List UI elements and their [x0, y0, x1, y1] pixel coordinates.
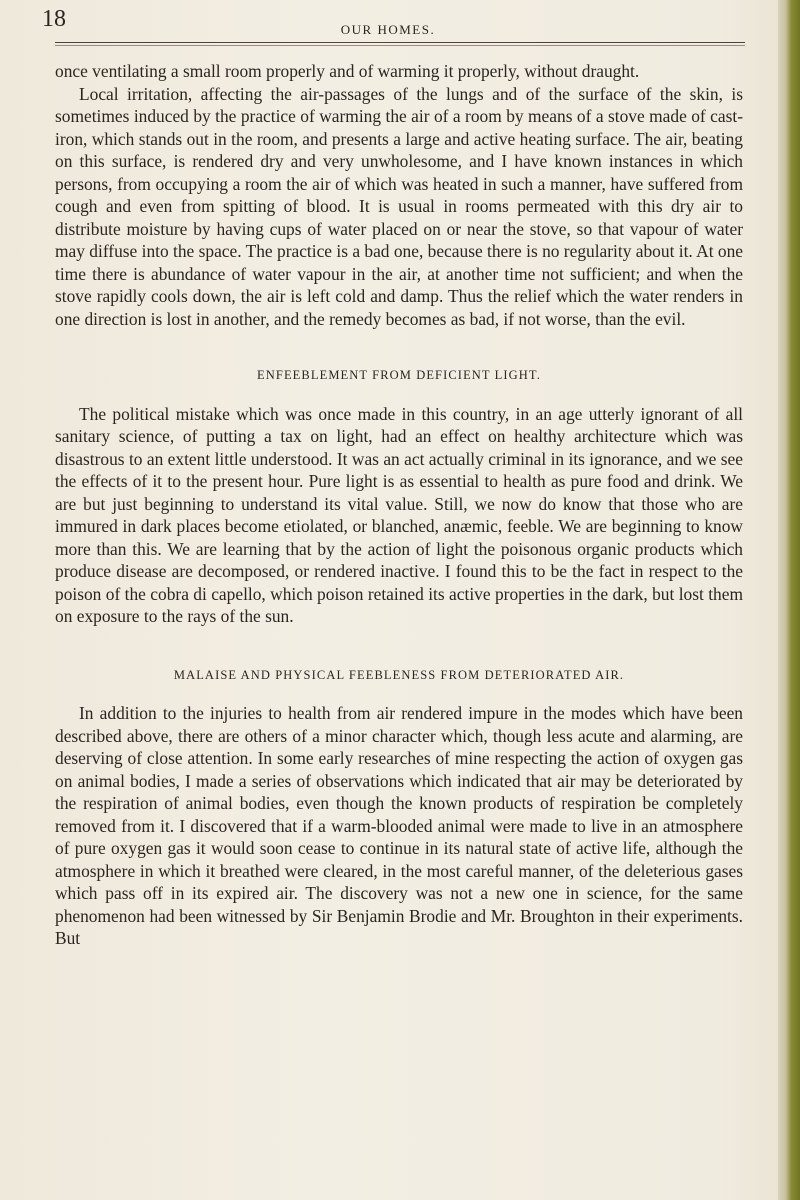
paragraph-local-irritation: Local irritation, affecting the air-passages of the lungs and of the surface of the skin, is sometimes induced by the practice of warming the air of a room by means of a stove made of cast-iron, which stands out in the room, and presents a large and active heating surface. The air, beating on this surface, is rendered dry and very unwholesome, and I have known instances in which persons, from occupying a room the air of which was heated in such a manner, have suffered from cough and even from spitting of blood. It is usual in rooms permeated with this dry air to distribute moisture by having cups of water placed on or near the stove, so that vapour of water may diffuse into the space. The practice is a bad one, because there is no regularity about it. At one time there is abundance of water vapour in the air, at another time not sufficient; and when the stove rapidly cools down, the air is left cold and damp. Thus the relief which the water renders in one direction is lost in another, and the remedy becomes as bad, if not worse, than the evil. [55, 83, 743, 329]
paragraph-oxygen-research: In addition to the injuries to health from air rendered impure in the modes which have been described above, there are others of a minor character which, though less acute and alarming, are deserving of close attention. In some early researches of mine respecting the action of oxygen gas on animal bodies, I made a series of observations which indicated that air may be deteriorated by the respiration of animal bodies, even though the known products of respiration be completely removed from it. I discovered that if a warm-blooded animal were made to live in an atmosphere of pure oxygen gas it would soon cease to continue in its natural state of active life, although the atmosphere in which it breathed were cleared, in the most careful manner, of the deleterious gases which pass off in its expired air. The discovery was not a new one in science, for the same phenomenon had been witnessed by Sir Benjamin Brodie and Mr. Broughton in their experiments. But [55, 703, 743, 948]
running-head: OUR HOMES. [340, 22, 436, 37]
header-rule [55, 42, 745, 43]
section-heading-deficient-light: ENFEEBLEMENT FROM DEFICIENT LIGHT. [257, 368, 541, 382]
page-text [55, 60, 743, 950]
paragraph-tax-on-light: The political mistake which was once made in this country, in an age utterly ignorant of all sanitary science, of putting a tax on light, had an effect on healthy architecture which was disastrous to an extent little understood. It was an act actually criminal in its ignorance, and we see the effects of it to the present hour. Pure light is as essential to health as pure food and drink. We are but just beginning to understand its vital value. Still, we now do know that those who are immured in dark places become etiolated, or blanched, anæmic, feeble. We are beginning to know more than this. We are learning that by the action of light the poisonous organic products which produce disease are decomposed, or rendered inactive. I found this to be the fact in respect to the poison of the cobra di capello, which poison retained its active properties in the dark, but lost them on exposure to the rays of the sun. [55, 403, 743, 626]
book-spine-edge [778, 0, 800, 1200]
section-heading-deteriorated-air: MALAISE AND PHYSICAL FEEBLENESS FROM DETERIORATED AIR. [173, 667, 625, 682]
page-number: 18 [42, 6, 66, 32]
paragraph-continuation: once ventilating a small room properly and of warming it properly, without draught. [55, 61, 640, 81]
header-rule-secondary [55, 45, 745, 46]
